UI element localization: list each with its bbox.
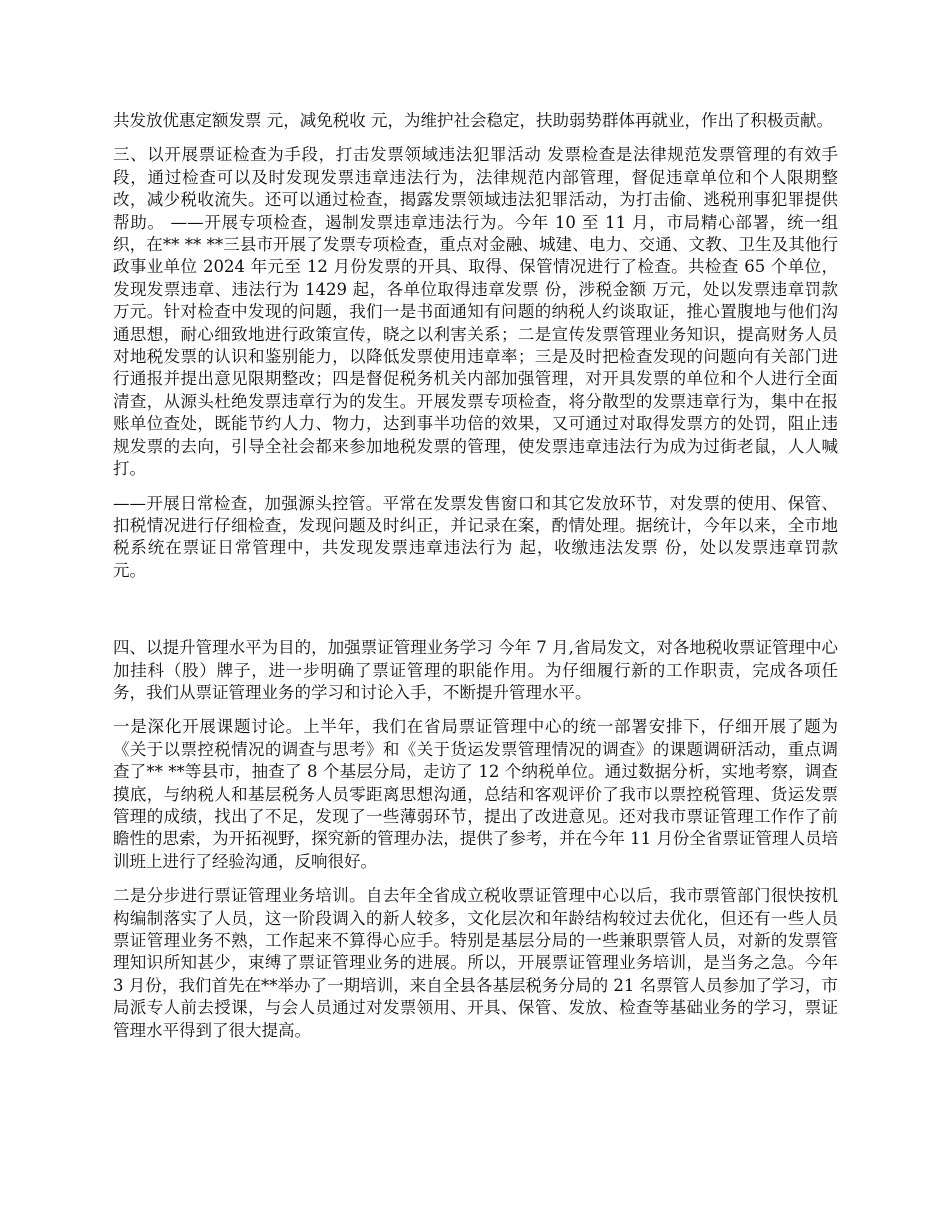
paragraph-business-training: 二是分步进行票证管理业务培训。自去年全省成立税收票证管理中心以后，我市票管部门很快按机构编制落实了人员，这一阶段调入的新人较多，文化层次和年龄结构较过去优化，但还有一些人员票证管理业务不熟，工作起来不算得心应手。特别是基层分局的一些兼职票管人员，对新的发票管理知识所知甚少，束缚了票证管理业务的进展。所以，开展票证管理业务培训，是当务之急。今年 3 月份，我们首先在**举办了一期培训，来自全县各基层税务分局的 21 名票管人员参加了学习，市局派专人前去授课，与会人员通过对发票领用、开具、保管、发放、检查等基础业务的学习，票证管理水平得到了很大提高。: [113, 886, 838, 1040]
document-body: [113, 110, 838, 1054]
paragraph-daily-inspection: ——开展日常检查，加强源头控管。平常在发票发售窗口和其它发放环节，对发票的使用、保管、扣税情况进行仔细检查，发现问题及时纠正，并记录在案，酌情处理。据统计，今年以来，全市地税系统在票证日常管理中，共发现发票违章违法行为 起，收缴违法发票 份，处以发票违章罚款 元。: [113, 493, 838, 580]
section-spacer: [113, 594, 838, 637]
paragraph-management-study: 四、以提升管理水平为目的，加强票证管理业务学习 今年 7 月,省局发文，对各地税收票证管理中心加挂科（股）牌子，进一步明确了票证管理的职能作用。为仔细履行新的工作职责，完成各项任务，我们从票证管理业务的学习和讨论入手，不断提升管理水平。: [113, 638, 838, 702]
paragraph-invoice-inspection: 三、以开展票证检查为手段，打击发票领域违法犯罪活动 发票检查是法律规范发票管理的有效手段，通过检查可以及时发现发票违章违法行为，法律规范内部管理，督促违章单位和个人限期整改，减少税收流失。还可以通过检查，揭露发票领域违法犯罪活动，为打击偷、逃税刑事犯罪提供帮助。 ——开展专项检查，遏制发票违章违法行为。今年 10 至 11 月，市局精心部署，统一组织，在** ** **三县市开展了发票专项检查，重点对金融、城建、电力、交通、文教、卫生及其他行政事业单位 2024 年元至 12 月份发票的开具、取得、保管情况进行了检查。共检查 65 个单位，发现发票违章、违法行为 1429 起，各单位取得违章发票 份，涉税金额 万元，处以发票违章罚款 万元。针对检查中发现的问题，我们一是书面通知有问题的纳税人约谈取证，推心置腹地与他们沟通思想，耐心细致地进行政策宣传，晓之以利害关系；二是宣传发票管理业务知识，提高财务人员对地税发票的认识和鉴别能力，以降低发票使用违章率；三是及时把检查发现的问题向有关部门进行通报并提出意见限期整改；四是督促税务机关内部加强管理，对开具发票的单位和个人进行全面清查，从源头杜绝发票违章行为的发生。开展发票专项检查，将分散型的发票违章行为，集中在报账单位查处，既能节约人力、物力，达到事半功倍的效果，又可通过对取得发票方的处罚，阻止违规发票的去向，引导全社会都来参加地税发票的管理，使发票违章违法行为成为过街老鼠，人人喊打。: [113, 145, 838, 479]
paragraph-topic-discussion: 一是深化开展课题讨论。上半年，我们在省局票证管理中心的统一部署安排下，仔细开展了题为《关于以票控税情况的调查与思考》和《关于货运发票管理情况的调查》的课题调研活动，重点调查了** **等县市，抽查了 8 个基层分局，走访了 12 个纳税单位。通过数据分析，实地考察，调查摸底，与纳税人和基层税务人员零距离思想沟通，总结和客观评价了我市以票控税管理、货运发票管理的成绩，找出了不足，发现了一些薄弱环节，提出了改进意见。还对我市票证管理工作作了前瞻性的思索，为开拓视野，探究新的管理办法，提供了参考，并在今年 11 月份全省票证管理人员培训班上进行了经验沟通，反响很好。: [113, 717, 838, 871]
paragraph-preferential-invoices: 共发放优惠定额发票 元，减免税收 元，为维护社会稳定，扶助弱势群体再就业，作出了积极贡献。: [113, 111, 833, 130]
